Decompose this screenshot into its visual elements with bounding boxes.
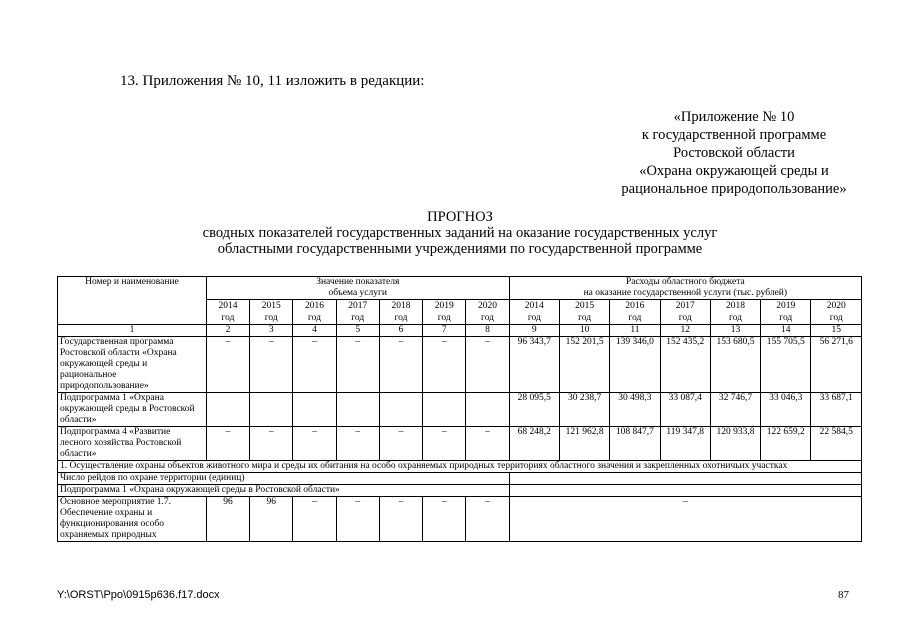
value-cell <box>466 393 509 427</box>
value-cell: – <box>206 337 249 393</box>
row-name: Основное мероприятие 1.7. Обеспечение охраны и функционирования особо охраняемых природных <box>58 497 207 542</box>
expense-cell: 28 095,5 <box>509 393 559 427</box>
value-cell: – <box>250 427 293 461</box>
column-number: 13 <box>710 325 760 337</box>
expense-cell: 119 347,8 <box>660 427 710 461</box>
year-cell: 2016 год <box>293 300 336 325</box>
expense-cell: 152 201,5 <box>559 337 609 393</box>
column-number: 9 <box>509 325 559 337</box>
value-cell: – <box>206 427 249 461</box>
value-cell <box>423 393 466 427</box>
value-cell <box>206 393 249 427</box>
column-number: 5 <box>336 325 379 337</box>
column-number: 4 <box>293 325 336 337</box>
header-expenses: Расходы областного бюджета на оказание государственной услуги (тыс. рублей) <box>509 277 861 300</box>
value-cell: – <box>423 427 466 461</box>
column-number: 1 <box>58 325 207 337</box>
value-cell: – <box>379 337 422 393</box>
value-cell <box>250 393 293 427</box>
measure-row <box>58 497 862 542</box>
expense-cell: 96 343,7 <box>509 337 559 393</box>
expense-cell: 152 435,2 <box>660 337 710 393</box>
value-cell: – <box>293 427 336 461</box>
value-cell: – <box>379 497 422 542</box>
year-cell: 2019 год <box>761 300 811 325</box>
subprogram-row <box>58 485 862 497</box>
column-number: 15 <box>811 325 862 337</box>
year-cell: 2015 год <box>559 300 609 325</box>
row-name: Государственная программа Ростовской области «Охрана окружающей среды и рациональное природопользование» <box>58 337 207 393</box>
value-cell: – <box>466 427 509 461</box>
value-cell: – <box>250 337 293 393</box>
column-number: 11 <box>610 325 660 337</box>
year-cell: 2018 год <box>379 300 422 325</box>
table-header-row <box>58 277 862 300</box>
column-number: 14 <box>761 325 811 337</box>
appendix-line: «Приложение № 10 <box>673 109 795 125</box>
value-cell: – <box>293 497 336 542</box>
heading-line: сводных показателей государственных заданий на оказание государственных услуг <box>202 225 718 241</box>
value-cell: 96 <box>250 497 293 542</box>
heading-title: ПРОГНОЗ <box>427 209 493 225</box>
subprogram-label: Подпрограмма 1 «Охрана окружающей среды в Ростовской области» <box>58 485 510 497</box>
expense-cell: 56 271,6 <box>811 337 862 393</box>
value-cell: 96 <box>206 497 249 542</box>
header-name: Номер и наименование <box>58 277 207 325</box>
column-number: 6 <box>379 325 422 337</box>
value-cell: – <box>379 427 422 461</box>
value-cell <box>379 393 422 427</box>
column-number: 3 <box>250 325 293 337</box>
header-values: Значение показателя объема услуги <box>206 277 509 300</box>
heading-line: областными государственными учреждениями по государственной программе <box>217 241 703 257</box>
expense-cell: 30 238,7 <box>559 393 609 427</box>
expense-cell: 30 498,3 <box>610 393 660 427</box>
expense-cell: 108 847,7 <box>610 427 660 461</box>
value-cell: – <box>423 497 466 542</box>
table-row <box>58 337 862 393</box>
table-row <box>58 427 862 461</box>
value-cell: – <box>336 337 379 393</box>
column-number: 12 <box>660 325 710 337</box>
year-cell: 2018 год <box>710 300 760 325</box>
year-cell: 2015 год <box>250 300 293 325</box>
value-cell <box>293 393 336 427</box>
expense-cell: 33 687,1 <box>811 393 862 427</box>
expense-cell: 121 962,8 <box>559 427 609 461</box>
value-cell: – <box>336 427 379 461</box>
column-number: 2 <box>206 325 249 337</box>
table-row <box>58 393 862 427</box>
expense-cell: 33 046,3 <box>761 393 811 427</box>
section-row <box>58 461 862 473</box>
expense-cell: 139 346,0 <box>610 337 660 393</box>
appendix-line: «Охрана окружающей среды и <box>639 163 829 179</box>
forecast-table <box>57 276 862 542</box>
expense-cell: 22 584,5 <box>811 427 862 461</box>
column-number: 8 <box>466 325 509 337</box>
appendix-line: рациональное природопользование» <box>621 181 847 197</box>
footer-path: Y:\ORST\Ppo\0915p636.f17.docx <box>57 589 220 601</box>
indicator-row <box>58 473 862 485</box>
page-number: 87 <box>838 589 849 601</box>
year-cell: 2017 год <box>660 300 710 325</box>
section-title: 1. Осуществление охраны объектов животного мира и среды их обитания на особо охраняемых природных территориях областного значения и закрепленных охотничьих участках <box>58 461 862 473</box>
year-cell: 2019 год <box>423 300 466 325</box>
row-name: Подпрограмма 4 «Развитие лесного хозяйства Ростовской области» <box>58 427 207 461</box>
value-cell: – <box>423 337 466 393</box>
year-cell: 2016 год <box>610 300 660 325</box>
expense-cell: 120 933,8 <box>710 427 760 461</box>
indicator-empty <box>509 473 861 485</box>
value-cell: – <box>293 337 336 393</box>
expense-cell: 33 087,4 <box>660 393 710 427</box>
column-number: 7 <box>423 325 466 337</box>
intro-text: 13. Приложения № 10, 11 изложить в редакции: <box>120 73 425 89</box>
row-name: Подпрограмма 1 «Охрана окружающей среды в Ростовской области» <box>58 393 207 427</box>
year-cell: 2014 год <box>509 300 559 325</box>
expense-cell: 155 705,5 <box>761 337 811 393</box>
year-cell: 2020 год <box>811 300 862 325</box>
value-cell: – <box>336 497 379 542</box>
indicator-label: Число рейдов по охране территории (единиц) <box>58 473 510 485</box>
expense-cell: 153 680,5 <box>710 337 760 393</box>
column-number: 10 <box>559 325 609 337</box>
expense-cell: 68 248,2 <box>509 427 559 461</box>
year-cell: 2017 год <box>336 300 379 325</box>
table-number-row <box>58 325 862 337</box>
year-cell: 2020 год <box>466 300 509 325</box>
year-cell: 2014 год <box>206 300 249 325</box>
value-cell: – <box>466 337 509 393</box>
expense-cell: 122 659,2 <box>761 427 811 461</box>
appendix-line: Ростовской области <box>673 145 795 161</box>
value-cell <box>336 393 379 427</box>
appendix-line: к государственной программе <box>641 127 827 143</box>
value-cell: – <box>466 497 509 542</box>
subprogram-empty <box>509 485 861 497</box>
expense-cell: 32 746,7 <box>710 393 760 427</box>
expense-cell: – <box>509 497 861 542</box>
